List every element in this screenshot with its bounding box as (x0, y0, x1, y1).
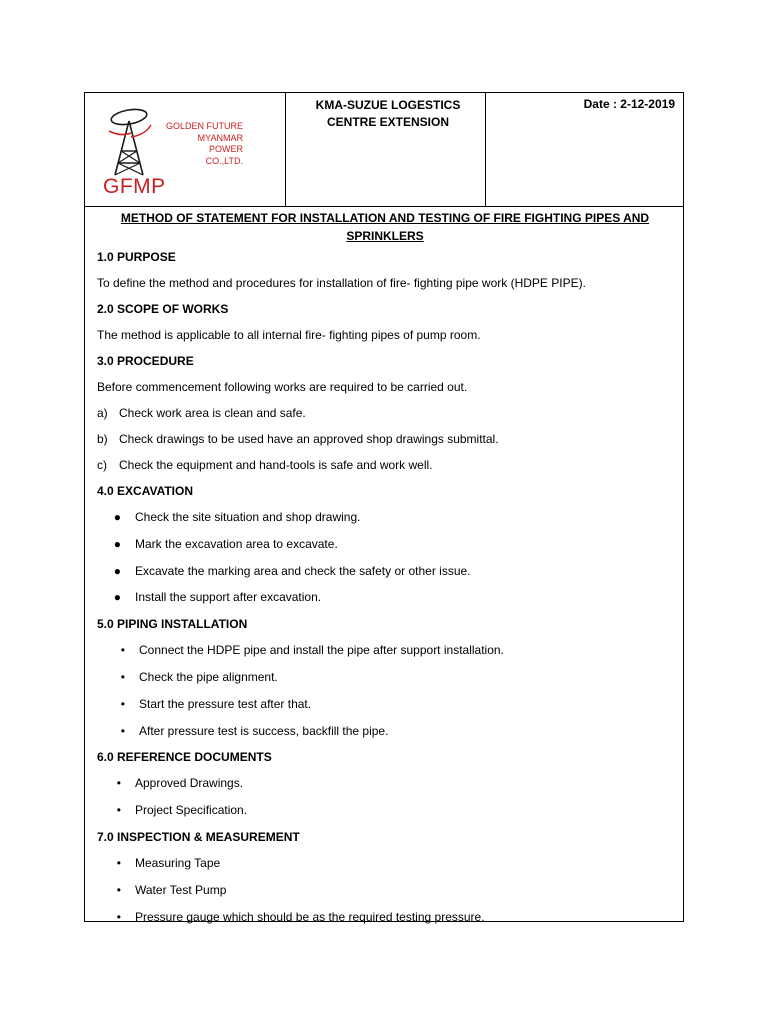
procedure-item (97, 431, 673, 447)
list-item (97, 802, 673, 818)
list-item-text: Check the site situation and shop drawing. (135, 510, 361, 524)
procedure-intro: Before commencement following works are required to be carried out. (97, 380, 468, 394)
scope-text: The method is applicable to all internal fire- fighting pipes of pump room. (97, 328, 481, 342)
bullet-icon: • (116, 855, 121, 870)
section-heading-scope: 2.0 SCOPE OF WORKS (97, 302, 229, 316)
bullet-icon: • (116, 909, 121, 924)
bullet-icon: ● (113, 563, 121, 578)
bullet-icon: • (120, 696, 125, 711)
list-item (97, 669, 673, 685)
list-item-text: Measuring Tape (135, 855, 221, 870)
list-item-text: Check work area is clean and safe. (119, 406, 306, 420)
list-marker: c) (97, 458, 107, 472)
company-name (163, 121, 243, 167)
list-item (97, 563, 673, 579)
company-line-2: MYANMAR (197, 132, 243, 143)
section-heading-inspection: 7.0 INSPECTION & MEASUREMENT (97, 829, 300, 844)
list-item-text: Check the equipment and hand-tools is safe and work well. (119, 458, 433, 472)
list-item-text: Connect the HDPE pipe and install the pipe after support installation. (139, 643, 504, 658)
section-heading-piping: 5.0 PIPING INSTALLATION (97, 617, 248, 632)
section-heading-excavation: 4.0 EXCAVATION (97, 484, 194, 498)
list-item (97, 589, 673, 605)
bullet-icon: ● (113, 536, 121, 551)
procedure-item (97, 405, 673, 421)
document-date: Date : 2-12-2019 (583, 97, 675, 111)
list-item (97, 909, 673, 925)
section-heading-references: 6.0 REFERENCE DOCUMENTS (97, 750, 272, 765)
list-item (97, 509, 673, 525)
bullet-icon: • (116, 776, 121, 791)
list-item (97, 855, 673, 871)
list-marker: b) (97, 432, 108, 446)
list-item-text: Check drawings to be used have an approved shop drawings submittal. (119, 432, 499, 446)
list-item-text: Excavate the marking area and check the safety or other issue. (135, 563, 471, 578)
list-item (97, 642, 673, 658)
list-item-text: Mark the excavation area to excavate. (135, 536, 338, 551)
project-cell (285, 93, 485, 206)
section-heading-procedure: 3.0 PROCEDURE (97, 354, 194, 368)
document-frame (84, 92, 684, 922)
list-item (97, 536, 673, 552)
company-line-4: CO.,LTD. (205, 155, 243, 166)
bullet-icon: ● (113, 590, 121, 605)
section-heading-purpose: 1.0 PURPOSE (97, 250, 176, 264)
document-title: METHOD OF STATEMENT FOR INSTALLATION AND TESTING OF FIRE FIGHTING PIPES AND SPRINKLERS (120, 211, 650, 243)
list-item-text: Pressure gauge which should be as the required testing pressure. (135, 909, 485, 924)
bullet-icon: ● (113, 510, 121, 524)
date-cell (485, 93, 683, 206)
list-item (97, 882, 673, 898)
project-title: KMA-SUZUE LOGESTICS CENTRE EXTENSION (315, 98, 461, 129)
bullet-icon: • (120, 723, 125, 738)
procedure-item (97, 457, 673, 473)
purpose-text: To define the method and procedures for installation of fire- fighting pipe work (HDPE PIPE). (97, 276, 586, 290)
header-table (85, 93, 683, 207)
list-item-text: After pressure test is success, backfill the pipe. (139, 723, 389, 738)
company-line-1: GOLDEN FUTURE (165, 121, 243, 131)
list-item-text: Project Specification. (135, 803, 248, 818)
list-item-text: Install the support after excavation. (135, 590, 322, 605)
company-line-3: POWER (208, 144, 243, 154)
bullet-icon: • (120, 669, 125, 684)
company-abbreviation: GFMP (103, 175, 166, 198)
list-item-text: Check the pipe alignment. (139, 669, 278, 684)
transmission-tower-icon (101, 107, 161, 179)
document-body (97, 209, 673, 935)
list-item (97, 723, 673, 739)
list-item-text: Start the pressure test after that. (139, 696, 312, 711)
bullet-icon: • (116, 882, 121, 897)
bullet-icon: • (116, 803, 121, 818)
bullet-icon: • (120, 643, 125, 658)
list-item (97, 696, 673, 712)
logo-cell (85, 93, 285, 206)
list-marker: a) (97, 406, 108, 420)
list-item-text: Approved Drawings. (135, 776, 244, 791)
list-item (97, 775, 673, 791)
list-item-text: Water Test Pump (135, 882, 227, 897)
